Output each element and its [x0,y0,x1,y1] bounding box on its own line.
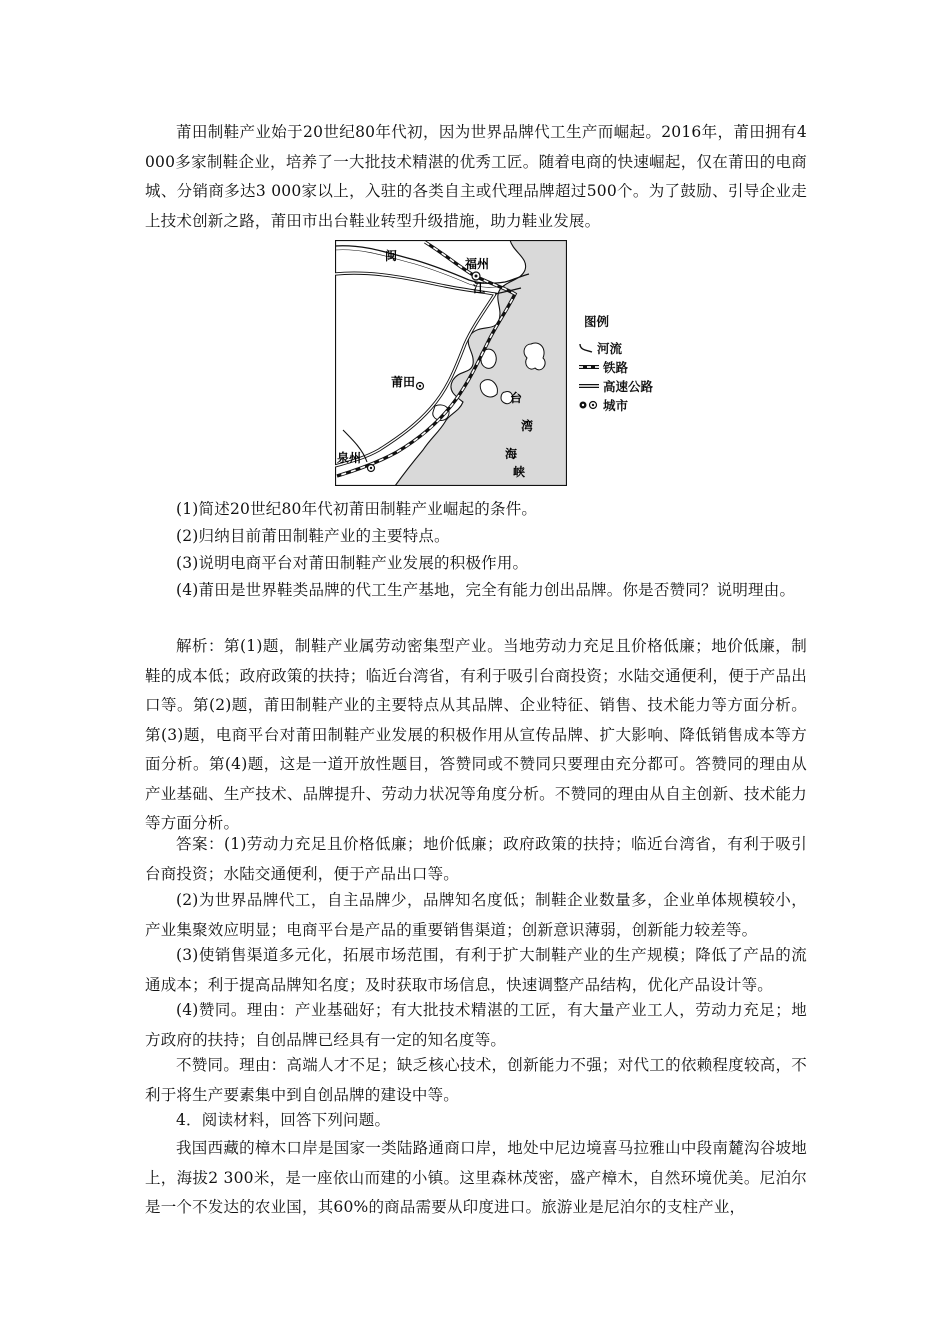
label-xia: 峡 [513,465,526,479]
answer-1: 答案：(1)劳动力充足且价格低廉；地价低廉；政府政策的扶持；临近台湾省，有利于吸引台商投资；水陆交通便利，便于产品出口等。 [145,835,807,883]
label-jiang: 江 [473,281,486,295]
highway-icon [578,382,600,390]
question-4-heading: 4．阅读材料，回答下列问题。 [176,1111,391,1129]
label-tai: 台 [510,391,523,405]
label-putian: 莆田 [391,375,416,389]
city-icon [578,399,600,411]
answer-4: (4)赞同。理由：产业基础好；有大批技术精湛的工匠，有大量产业工人，劳动力充足；地方政府的扶持；自创品牌已经具有一定的知名度等。 [145,1001,807,1049]
label-hai: 海 [505,447,518,461]
legend-city-label: 城市 [603,397,629,413]
legend-railway-label: 铁路 [603,359,629,375]
fujian-coast-map [335,240,567,486]
label-fuzhou: 福州 [465,257,490,271]
intro-paragraph: 莆田制鞋产业始于20世纪80年代初，因为世界品牌代工生产而崛起。2016年，莆田拥有4 000多家制鞋企业，培养了一大批技术精湛的优秀工匠。随着电商的快速崛起，仅在莆田的电商城、分销商多达3 000家以上，入驻的各类自主或代理品牌超过500个。为了鼓励、引导企业走上技术创新之路，莆田市出台鞋业转型升级措施，助力鞋业发展。 [145,123,807,230]
map-figure [335,240,567,486]
answer-2: (2)为世界品牌代工，自主品牌少，品牌知名度低；制鞋企业数量多，企业单体规模较小，产业集聚效应明显；电商平台是产品的重要销售渠道；创新意识薄弱，创新能力较差等。 [145,891,807,939]
question-1: (1)简述20世纪80年代初莆田制鞋产业崛起的条件。 [176,500,538,518]
legend-city [578,395,688,414]
railway-icon [578,363,600,371]
material-paragraph: 我国西藏的樟木口岸是国家一类陆路通商口岸，地处中尼边境喜马拉雅山中段南麓沟谷坡地上，海拔2 300米，是一座依山而建的小镇。这里森林茂密，盛产樟木，自然环境优美。尼泊尔是一个不发达的农业国，其60%的商品需要从印度进口。旅游业是尼泊尔的支柱产业， [145,1139,807,1216]
river-icon [578,342,594,354]
label-min: 闽 [385,249,398,263]
legend-river-label: 河流 [597,340,623,356]
putian-city-marker [417,383,424,390]
legend-highway [578,376,688,395]
answer-4-disagree: 不赞同。理由：高端人才不足；缺乏核心技术，创新能力不强；对代工的依赖程度较高，不利于将生产要素集中到自创品牌的建设中等。 [145,1056,807,1104]
question-4: (4)莆田是世界鞋类品牌的代工生产基地，完全有能力创出品牌。你是否赞同？说明理由。 [176,581,796,599]
legend-river [578,338,688,357]
question-2: (2)归纳目前莆田制鞋产业的主要特点。 [176,527,450,545]
question-3: (3)说明电商平台对莆田制鞋产业发展的积极作用。 [176,554,529,572]
analysis-paragraph: 解析：第(1)题，制鞋产业属劳动密集型产业。当地劳动力充足且价格低廉；地价低廉，制鞋的成本低；政府政策的扶持；临近台湾省，有利于吸引台商投资；水陆交通便利，便于产品出口等。第(2)题，莆田制鞋产业的主要特点从其品牌、企业特征、销售、技术能力等方面分析。第(3)题，电商平台对莆田制鞋产业发展的积极作用从宣传品牌、扩大影响、降低销售成本等方面分析。第(4)题，这是一道开放性题目，答赞同或不赞同只要理由充分都可。答赞同的理由从产业基础、生产技术、品牌提升、劳动力状况等角度分析。不赞同的理由从自主创新、技术能力等方面分析。 [145,637,807,832]
label-wan: 湾 [521,419,534,433]
island [524,343,545,370]
fuzhou-city-marker [472,272,480,280]
label-quanzhou: 泉州 [337,451,362,465]
answer-3: (3)使销售渠道多元化，拓展市场范围，有利于扩大制鞋产业的生产规模；降低了产品的流通成本；利于提高品牌知名度；及时获取市场信息，快速调整产品结构，优化产品设计等。 [145,946,807,994]
legend-railway [578,357,688,376]
quanzhou-city-marker [368,465,375,472]
legend-title: 图例 [584,314,610,329]
map-legend [578,312,688,414]
legend-highway-label: 高速公路 [603,378,654,394]
